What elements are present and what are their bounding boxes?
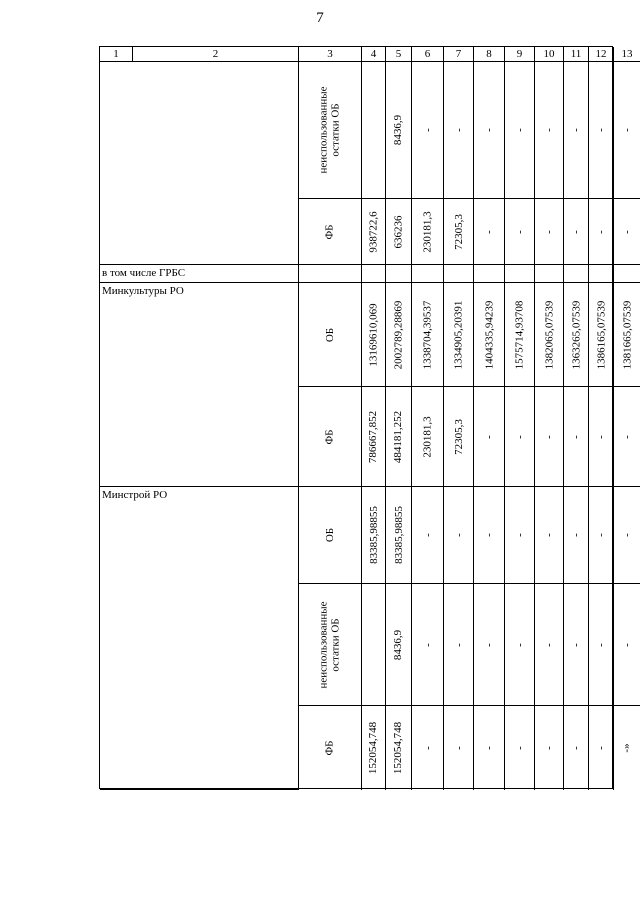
- value-cell: [386, 283, 411, 387]
- cell-text: -: [620, 230, 633, 234]
- value-cell: [444, 487, 473, 584]
- value-cell: [386, 487, 411, 584]
- cell-text: 8436,9: [392, 114, 405, 146]
- cell-text: 83385,98855: [367, 506, 380, 564]
- cell-text: -: [421, 533, 434, 537]
- grbs-label-text: в том числе ГРБС: [102, 267, 186, 279]
- column-5-block: [386, 62, 412, 265]
- cell-text: -: [421, 746, 434, 750]
- value-cell: [362, 283, 385, 387]
- value-cell: [505, 283, 534, 387]
- cell-text: -: [542, 533, 555, 537]
- header-cell-text: 6: [424, 48, 431, 60]
- value-cell: [412, 387, 443, 487]
- grbs-empty-cell: [412, 265, 444, 283]
- value-cell: [412, 283, 443, 387]
- cell-text: 8436,9: [392, 629, 405, 660]
- header-cell: [564, 47, 589, 62]
- value-cell: [412, 199, 443, 265]
- row-label-cell: [299, 584, 361, 706]
- grbs-empty-cell: [444, 265, 474, 283]
- cell-text: -: [569, 746, 582, 750]
- header-cell: [386, 47, 412, 62]
- minstroy-column-11: [564, 487, 589, 790]
- value-cell: [535, 62, 563, 199]
- column-11-block: [564, 62, 589, 265]
- minstroy-column-4: [362, 487, 386, 790]
- column-6-block: [412, 283, 444, 487]
- value-cell: [564, 487, 588, 584]
- cell-text: -: [594, 533, 607, 537]
- value-cell: [474, 487, 504, 584]
- header-cell: [133, 47, 299, 62]
- cell-text: -: [620, 642, 633, 647]
- cell-text: -: [594, 230, 607, 234]
- grbs-empty-cell: [564, 265, 589, 283]
- cell-text: -: [594, 435, 607, 439]
- cell-text: 1363265,07539: [570, 300, 582, 369]
- value-cell: [386, 706, 411, 790]
- value-cell: [362, 706, 385, 790]
- row-label-cell: [299, 283, 361, 387]
- header-cell-text: 11: [570, 48, 582, 60]
- row-label-cell: [299, 62, 361, 199]
- value-cell: [412, 62, 443, 199]
- cell-text: -: [594, 746, 607, 750]
- cell-text: -: [569, 128, 582, 132]
- cell-text: -: [482, 533, 495, 537]
- value-cell: [474, 387, 504, 487]
- budget-table: [99, 46, 633, 789]
- column-10-block: [535, 62, 564, 265]
- value-cell: [564, 283, 588, 387]
- value-cell: [564, 584, 588, 706]
- cell-text: 2002789,28869: [392, 300, 405, 369]
- cell-text: -: [482, 746, 495, 750]
- value-cell: [535, 706, 563, 790]
- value-cell: [386, 584, 411, 706]
- cell-text: 72305,3: [452, 214, 465, 250]
- cell-text: 1575714,93708: [513, 300, 526, 369]
- header-cell-text: 2: [212, 48, 219, 60]
- value-cell: [589, 706, 613, 790]
- cell-text: -: [482, 230, 495, 234]
- minstroy-label-text: Минстрой РО: [102, 489, 168, 501]
- value-cell: [564, 199, 588, 265]
- value-cell: [362, 387, 385, 487]
- minstroy-label: [100, 487, 299, 790]
- value-cell: [535, 387, 563, 487]
- value-cell: [614, 487, 640, 584]
- value-cell: [589, 584, 613, 706]
- value-cell: [589, 283, 613, 387]
- cell-text: 1386165,07539: [595, 300, 607, 369]
- header-cell: [614, 47, 640, 62]
- value-cell: [505, 487, 534, 584]
- cell-text: -: [421, 642, 434, 647]
- section-top-label: [100, 62, 299, 265]
- value-cell: [444, 283, 473, 387]
- cell-text: неиспользованные остатки ОБ: [318, 86, 343, 174]
- row-label-cell: [299, 199, 361, 265]
- cell-text: -: [620, 533, 633, 537]
- header-cell-text: 13: [621, 48, 633, 60]
- cell-text: -: [482, 128, 495, 132]
- column-7-block: [444, 283, 474, 487]
- cell-text: 636236: [392, 215, 405, 249]
- header-cell: [535, 47, 564, 62]
- value-cell: [474, 283, 504, 387]
- cell-text: -: [482, 642, 495, 647]
- row-label-cell: [299, 706, 361, 790]
- cell-text: 230181,3: [421, 416, 434, 458]
- cell-text: неиспользованные остатки ОБ: [318, 600, 343, 689]
- cell-text: 938722,6: [367, 211, 380, 253]
- cell-text: 152054,748: [392, 721, 405, 775]
- value-cell: [362, 584, 385, 706]
- cell-text: -: [513, 533, 526, 537]
- header-cell: [362, 47, 386, 62]
- cell-text: -: [542, 435, 555, 439]
- header-cell: [299, 47, 362, 62]
- cell-text: -: [452, 533, 465, 537]
- row-label-cell: [299, 387, 361, 487]
- cell-text: -: [569, 642, 582, 647]
- value-cell: [444, 387, 473, 487]
- column-9-block: [505, 62, 535, 265]
- cell-text: -: [513, 435, 526, 439]
- value-cell: [535, 487, 563, 584]
- minkult-label-text: Минкультуры РО: [102, 285, 184, 297]
- header-cell: [474, 47, 505, 62]
- minstroy-column-9: [505, 487, 535, 790]
- cell-text: -: [569, 533, 582, 537]
- minstroy-column-12: [589, 487, 614, 790]
- cell-text: -: [542, 746, 555, 750]
- value-cell: [589, 62, 613, 199]
- value-cell: [505, 199, 534, 265]
- value-cell: [505, 706, 534, 790]
- value-cell: [505, 62, 534, 199]
- value-cell: [614, 387, 640, 487]
- minstroy-column-13: [614, 487, 640, 790]
- column-3-block: [299, 62, 362, 265]
- value-cell: [474, 706, 504, 790]
- cell-text: 1334905,20391: [452, 300, 465, 369]
- minstroy-column-10: [535, 487, 564, 790]
- cell-text: 72305,3: [452, 419, 465, 455]
- column-9-block: [505, 283, 535, 487]
- column-8-block: [474, 283, 505, 487]
- cell-text: 1382065,07539: [543, 300, 555, 369]
- cell-text: 1381665,07539: [621, 300, 633, 369]
- value-cell: [564, 62, 588, 199]
- cell-text: -: [452, 642, 465, 647]
- column-11-block: [564, 283, 589, 487]
- minstroy-column-6: [412, 487, 444, 790]
- cell-text: -: [513, 128, 526, 132]
- value-cell: [386, 199, 411, 265]
- minstroy-column-5: [386, 487, 412, 790]
- value-cell: [505, 387, 534, 487]
- cell-text: -: [513, 642, 526, 647]
- value-cell: [564, 387, 588, 487]
- cell-text: -: [594, 642, 607, 647]
- column-5-block: [386, 283, 412, 487]
- column-13-block: [614, 62, 640, 265]
- value-cell: [614, 584, 640, 706]
- value-cell: [505, 584, 534, 706]
- cell-text: -: [542, 230, 555, 234]
- header-cell: [444, 47, 474, 62]
- cell-text: ОБ: [323, 527, 336, 543]
- cell-text: -: [421, 128, 434, 132]
- cell-text: 484181,252: [392, 410, 405, 464]
- grbs-empty-cell: [589, 265, 614, 283]
- value-cell: [614, 706, 640, 790]
- column-4-block: [362, 283, 386, 487]
- cell-text: -: [542, 642, 555, 647]
- column-4-block: [362, 62, 386, 265]
- column-10-block: [535, 283, 564, 487]
- header-cell-text: 7: [455, 48, 462, 60]
- header-cell-text: 3: [327, 48, 333, 60]
- cell-text: 1404335,94239: [483, 300, 495, 369]
- value-cell: [535, 584, 563, 706]
- header-cell: [100, 47, 133, 62]
- value-cell: [444, 584, 473, 706]
- cell-text: 13169610,069: [367, 302, 380, 367]
- minstroy-column-8: [474, 487, 505, 790]
- header-cell-text: 10: [543, 48, 555, 60]
- column-12-block: [589, 62, 614, 265]
- value-cell: [362, 487, 385, 584]
- grbs-empty-cell: [362, 265, 386, 283]
- value-cell: [474, 62, 504, 199]
- value-cell: [412, 706, 443, 790]
- cell-text: -: [620, 128, 633, 132]
- grbs-label: [100, 265, 299, 283]
- cell-text: ФБ: [323, 429, 336, 445]
- cell-text: -: [452, 746, 465, 750]
- value-cell: [386, 62, 411, 199]
- value-cell: [564, 706, 588, 790]
- cell-text: -: [569, 435, 582, 439]
- value-cell: [444, 62, 473, 199]
- header-cell-text: 4: [370, 48, 377, 60]
- column-8-block: [474, 62, 505, 265]
- value-cell: [362, 199, 385, 265]
- minkult-label: [100, 283, 299, 487]
- cell-text: -: [542, 128, 555, 132]
- column-3-block: [299, 283, 362, 487]
- value-cell: [589, 387, 613, 487]
- cell-text: -: [482, 435, 495, 439]
- value-cell: [474, 199, 504, 265]
- value-cell: [474, 584, 504, 706]
- value-cell: [589, 199, 613, 265]
- value-cell: [362, 62, 385, 199]
- cell-text: -»: [620, 743, 633, 753]
- value-cell: [589, 487, 613, 584]
- cell-text: -: [513, 230, 526, 234]
- cell-text: -: [594, 128, 607, 132]
- column-7-block: [444, 62, 474, 265]
- cell-text: -: [569, 230, 582, 234]
- cell-text: ОБ: [323, 327, 336, 342]
- value-cell: [535, 283, 563, 387]
- minstroy-column-3: [299, 487, 362, 790]
- header-cell: [589, 47, 614, 62]
- page-number: 7: [316, 10, 324, 26]
- cell-text: -: [620, 435, 633, 439]
- value-cell: [386, 387, 411, 487]
- column-6-block: [412, 62, 444, 265]
- cell-text: 83385,98855: [392, 506, 405, 564]
- cell-text: ФБ: [323, 740, 336, 756]
- cell-text: -: [513, 746, 526, 750]
- header-cell: [505, 47, 535, 62]
- cell-text: 786667,852: [367, 410, 380, 464]
- grbs-empty-cell: [386, 265, 412, 283]
- cell-text: ФБ: [323, 224, 336, 240]
- minstroy-column-7: [444, 487, 474, 790]
- value-cell: [444, 706, 473, 790]
- header-cell-text: 5: [395, 48, 402, 60]
- value-cell: [444, 199, 473, 265]
- value-cell: [535, 199, 563, 265]
- header-cell-text: 9: [516, 48, 523, 60]
- header-cell-text: 8: [486, 48, 492, 60]
- header-cell-text: 12: [595, 48, 607, 60]
- grbs-empty-cell: [614, 265, 640, 283]
- column-12-block: [589, 283, 614, 487]
- grbs-empty-cell: [505, 265, 535, 283]
- header-cell-text: 1: [113, 48, 119, 60]
- value-cell: [614, 199, 640, 265]
- row-label-cell: [299, 487, 361, 584]
- cell-text: -: [452, 128, 465, 132]
- value-cell: [614, 283, 640, 387]
- grbs-empty-cell: [535, 265, 564, 283]
- cell-text: 152054,748: [367, 721, 380, 775]
- column-13-block: [614, 283, 640, 487]
- cell-text: 230181,3: [421, 211, 434, 253]
- grbs-empty-cell: [299, 265, 362, 283]
- grbs-empty-cell: [474, 265, 505, 283]
- cell-text: 1338704,39537: [421, 300, 434, 369]
- value-cell: [412, 487, 443, 584]
- value-cell: [614, 62, 640, 199]
- header-cell: [412, 47, 444, 62]
- value-cell: [412, 584, 443, 706]
